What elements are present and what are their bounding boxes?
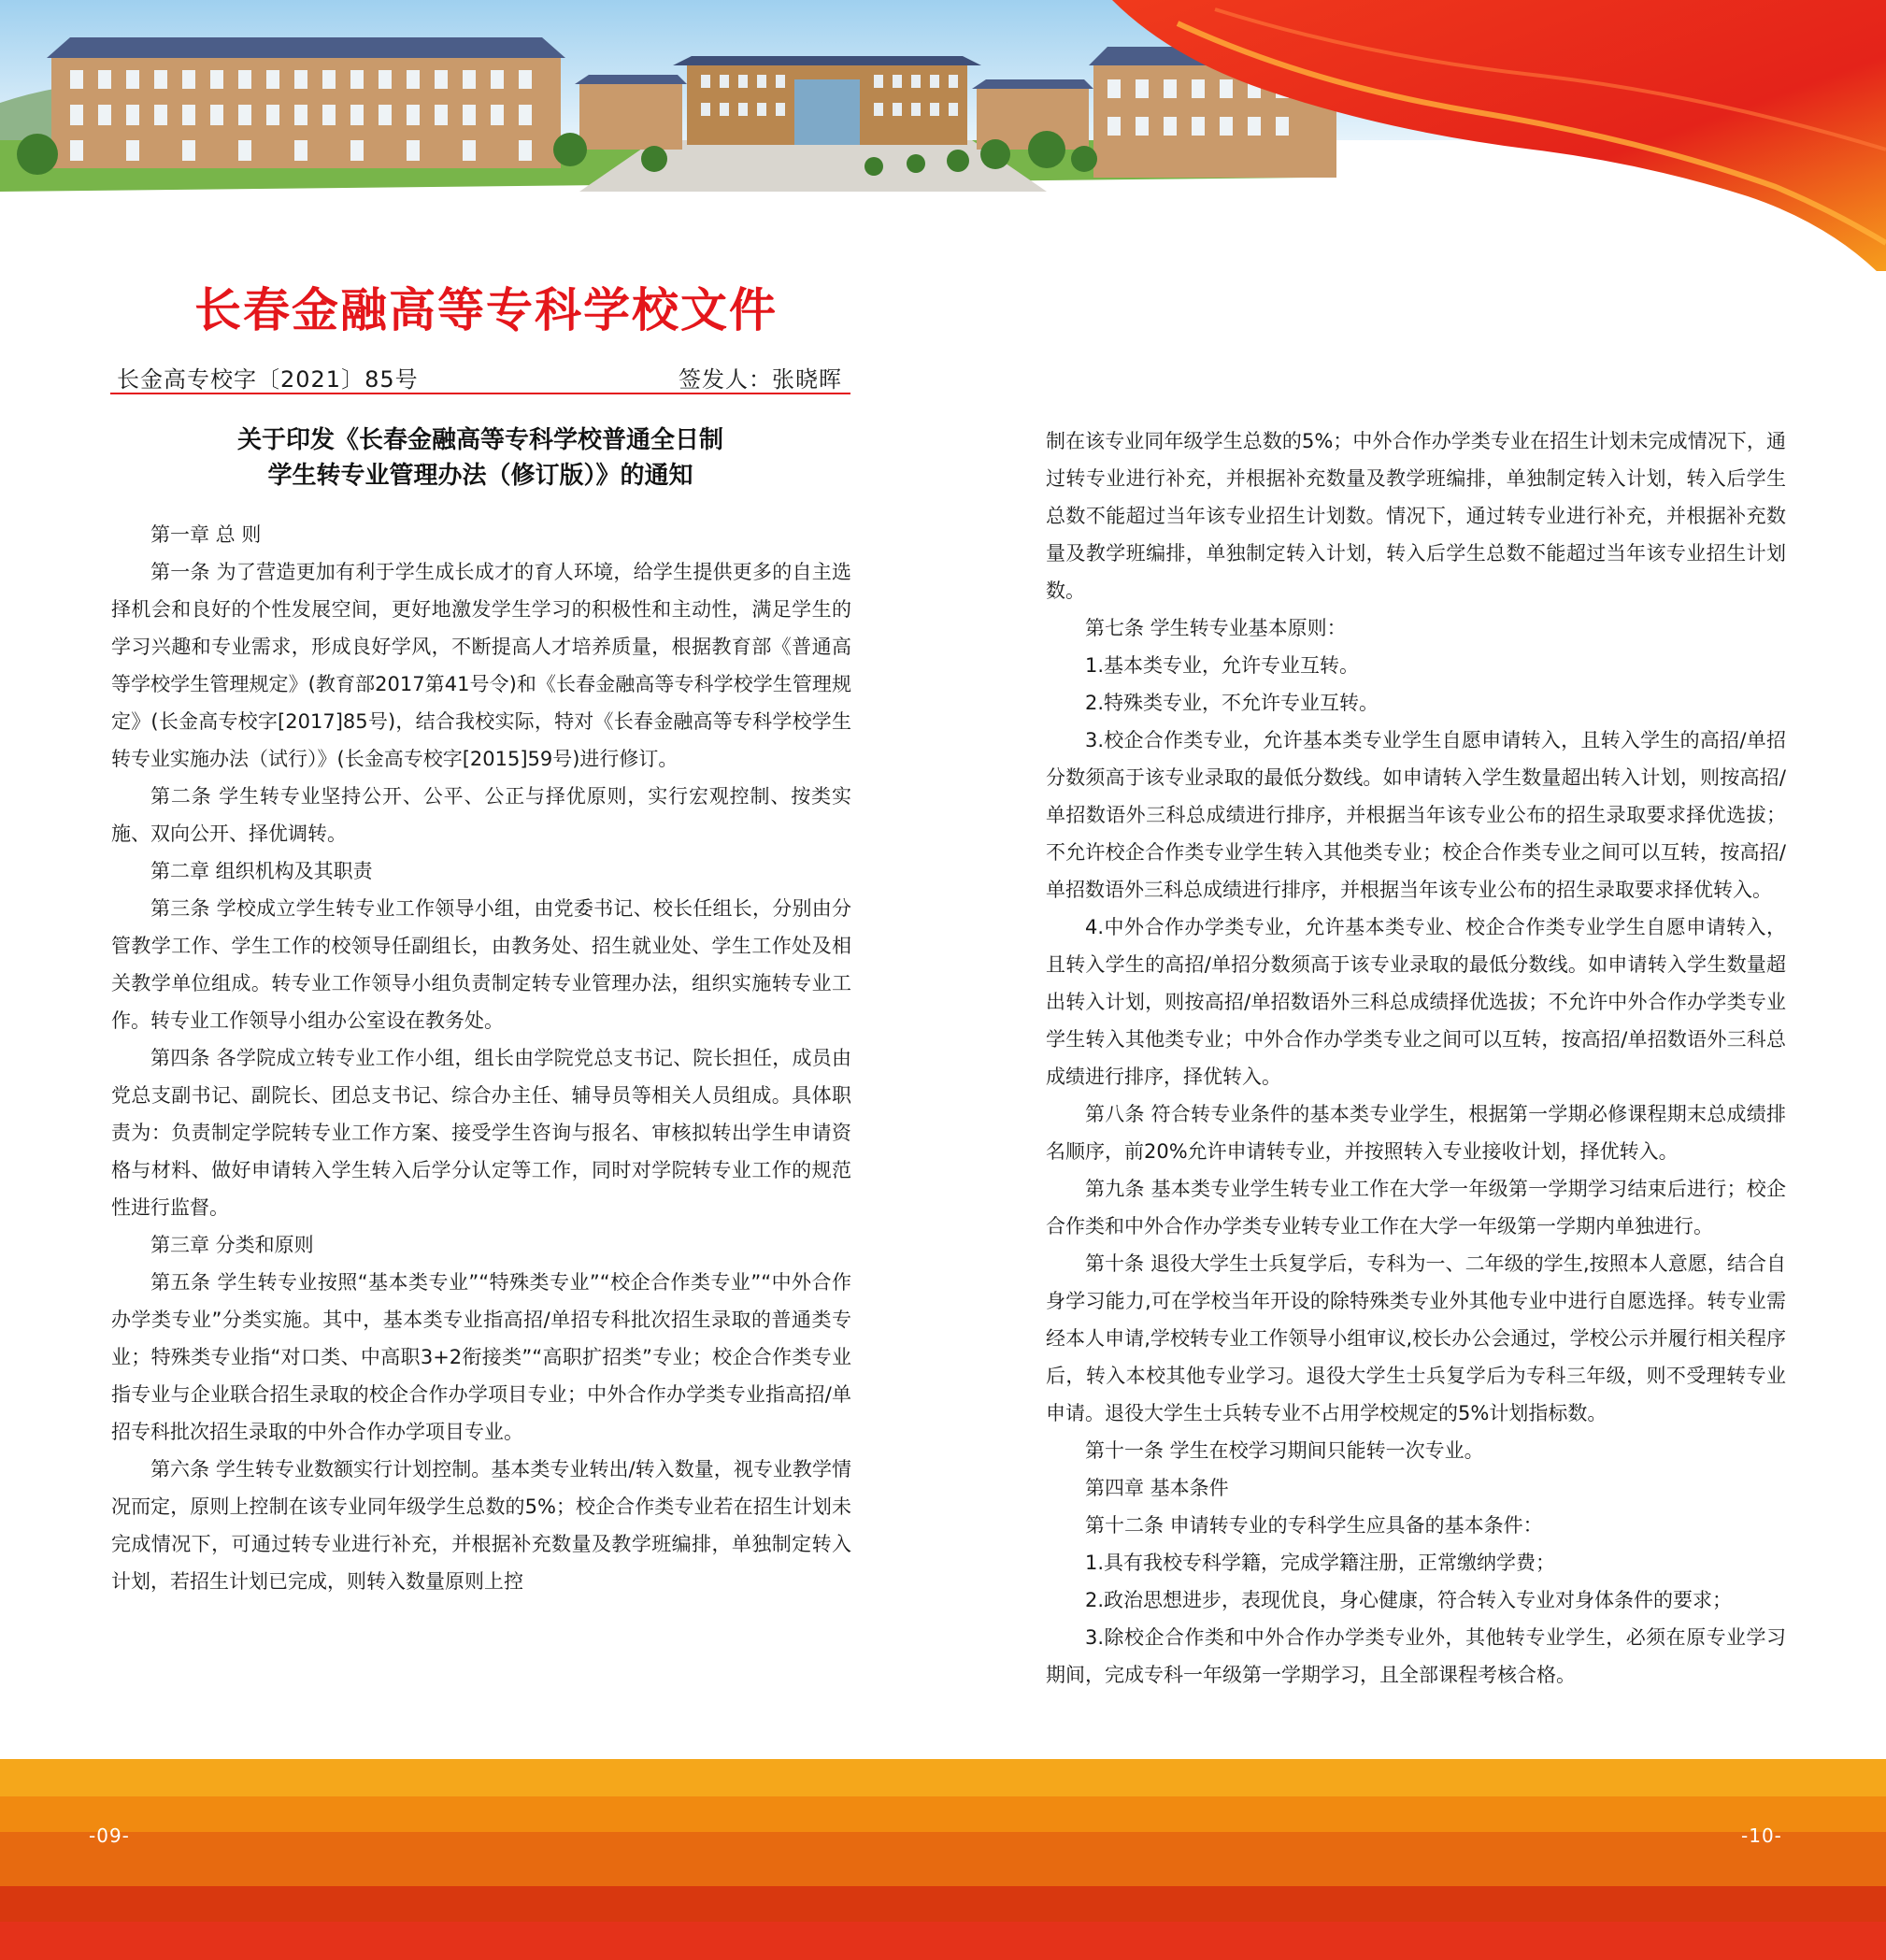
notice-title-line-1: 关于印发《长春金融高等专科学校普通全日制 <box>236 426 723 454</box>
page-number-right: -10- <box>1741 1824 1782 1847</box>
notice-title-line-2: 学生转专业管理办法（修订版）》的通知 <box>267 462 693 490</box>
footer-band <box>0 1796 1886 1832</box>
page-number-left: -09- <box>89 1824 130 1847</box>
page-footer <box>0 1759 1886 1960</box>
article-paragraph: 第六条 学生转专业数额实行计划控制。基本类专业转出/转入数量，视专业教学情况而定，原则上控制在该专业同年级学生总数的5%；校企合作类专业若在招生计划未完成情况下，可通过转专业进行补充，并根据补充数量及教学班编排，单独制定转入计划，若招生计划已完成，则转入数量原则上控 <box>111 1458 851 1593</box>
list-item: 1.基本类专业，允许专业互转。 <box>1085 654 1360 677</box>
footer-band <box>0 1759 1886 1796</box>
campus-banner <box>0 0 1886 271</box>
list-item: 2.政治思想进步，表现优良，身心健康，符合转入专业对身体条件的要求； <box>1085 1589 1733 1611</box>
document-title: 长春金融高等专科学校文件 <box>194 282 778 337</box>
article-paragraph: 第十一条 学生在校学习期间只能转一次专业。 <box>1085 1439 1484 1462</box>
chapter-heading: 第一章 总 则 <box>150 523 262 546</box>
issuer-signature: 签发人：张晓晖 <box>679 366 842 393</box>
article-paragraph: 第八条 符合转专业条件的基本类专业学生，根据第一学期必修课程期末总成绩排名顺序，前20%允许申请转专业，并按照转入专业接收计划，择优转入。 <box>1046 1103 1786 1163</box>
red-divider <box>110 393 850 394</box>
article-paragraph: 第三条 学校成立学生转专业工作领导小组，由党委书记、校长任组长，分别由分管教学工作、学生工作的校领导任副组长，由教务处、招生就业处、学生工作处及相关教学单位组成。转专业工作领导小组负责制定转专业管理办法，组织实施转专业工作。转专业工作领导小组办公室设在教务处。 <box>111 897 851 1032</box>
chapter-heading: 第三章 分类和原则 <box>150 1234 314 1256</box>
campus-illustration <box>0 0 1886 271</box>
continued-paragraph: 制在该专业同年级学生总数的5%；中外合作办学类专业在招生计划未完成情况下，通过转专业进行补充，并根据补充数量及教学班编排，单独制定转入计划，转入后学生总数不能超过当年该专业招生计划数。情况下，通过转专业进行补充，并根据补充数量及教学班编排，单独制定转入计划，转入后学生总数不能超过当年该专业招生计划数。 <box>1046 430 1786 602</box>
footer-band <box>0 1886 1886 1922</box>
right-text-column <box>1046 422 1786 1694</box>
list-item: 3.除校企合作类和中外合作办学类专业外，其他转专业学生，必须在原专业学习期间，完成专科一年级第一学期学习，且全部课程考核合格。 <box>1046 1626 1786 1686</box>
article-paragraph: 第九条 基本类专业学生转专业工作在大学一年级第一学期学习结束后进行；校企合作类和中外合作办学类专业转专业工作在大学一年级第一学期内单独进行。 <box>1046 1178 1786 1238</box>
article-paragraph: 第一条 为了营造更加有利于学生成长成才的育人环境，给学生提供更多的自主选择机会和良好的个性发展空间，更好地激发学生学习的积极性和主动性，满足学生的学习兴趣和专业需求，形成良好学风，不断提高人才培养质量，根据教育部《普通高等学校学生管理规定》(教育部2017第41号令)和《长春金融高等专科学校学生管理规定》(长金高专校字[2017]85号)，结合我校实际，特对《长春金融高等专科学校学生转专业实施办法（试行）》(长金高专校字[2015]59号)进行修订。 <box>111 561 851 770</box>
article-paragraph: 第二条 学生转专业坚持公开、公平、公正与择优原则，实行宏观控制、按类实施、双向公开、择优调转。 <box>111 785 851 845</box>
chapter-heading: 第四章 基本条件 <box>1085 1477 1229 1499</box>
left-text-column <box>111 516 851 1600</box>
left-building <box>47 37 565 168</box>
notice-title <box>112 422 849 494</box>
article-paragraph: 第五条 学生转专业按照“基本类专业”“特殊类专业”“校企合作类专业”“中外合作办学类专业”分类实施。其中，基本类专业指高招/单招专科批次招生录取的普通类专业；特殊类专业指“对口类、中高职3+2衔接类”“高职扩招类”专业；校企合作类专业指专业与企业联合招生录取的校企合作办学项目专业；中外合作办学类专业指高招/单招专科批次招生录取的中外合作办学项目专业。 <box>111 1271 851 1443</box>
list-item: 2.特殊类专业，不允许专业互转。 <box>1085 692 1379 714</box>
article-paragraph: 第十条 退役大学生士兵复学后，专科为一、二年级的学生,按照本人意愿，结合自身学习能力,可在学校当年开设的除特殊类专业外其他专业中进行自愿选择。转专业需经本人申请,学校转专业工作领导小组审议,校长办公会通过，学校公示并履行相关程序后，转入本校其他专业学习。退役大学生士兵复学后为专科三年级，则不受理转专业申请。退役大学生士兵转专业不占用学校规定的5%计划指标数。 <box>1046 1252 1786 1424</box>
list-item: 4.中外合作办学类专业，允许基本类专业、校企合作类专业学生自愿申请转入，且转入学生的高招/单招分数须高于该专业录取的最低分数线。如申请转入学生数量超出转入计划，则按高招/单招数语外三科总成绩择优选拔；不允许中外合作办学类专业学生转入其他类专业；中外合作办学类专业之间可以互转，按高招/单招数语外三科总成绩进行排序，择优转入。 <box>1046 916 1786 1088</box>
list-item: 3.校企合作类专业，允许基本类专业学生自愿申请转入，且转入学生的高招/单招分数须高于该专业录取的最低分数线。如申请转入学生数量超出转入计划，则按高招/单招数语外三科总成绩进行排序，并根据当年该专业公布的招生录取要求择优选拔；不允许校企合作类专业学生转入其他类专业；校企合作类专业之间可以互转，按高招/单招数语外三科总成绩进行排序，并根据当年该专业公布的招生录取要求择优转入。 <box>1046 729 1786 901</box>
chapter-heading: 第二章 组织机构及其职责 <box>150 860 373 882</box>
article-paragraph: 第十二条 申请转专业的专科学生应具备的基本条件： <box>1085 1514 1543 1537</box>
footer-band <box>0 1922 1886 1960</box>
article-paragraph: 第四条 各学院成立转专业工作小组，组长由学院党总支书记、院长担任，成员由党总支副书记、副院长、团总支书记、综合办主任、辅导员等相关人员组成。具体职责为：负责制定学院转专业工作方案、接受学生咨询与报名、审核拟转出学生申请资格与材料、做好申请转入学生转入后学分认定等工作，同时对学院转专业工作的规范性进行监督。 <box>111 1047 851 1219</box>
list-item: 1.具有我校专科学籍，完成学籍注册，正常缴纳学费； <box>1085 1552 1556 1574</box>
document-number: 长金高专校字〔2021〕85号 <box>117 366 419 393</box>
article-paragraph: 第七条 学生转专业基本原则： <box>1085 617 1347 639</box>
footer-band <box>0 1832 1886 1886</box>
